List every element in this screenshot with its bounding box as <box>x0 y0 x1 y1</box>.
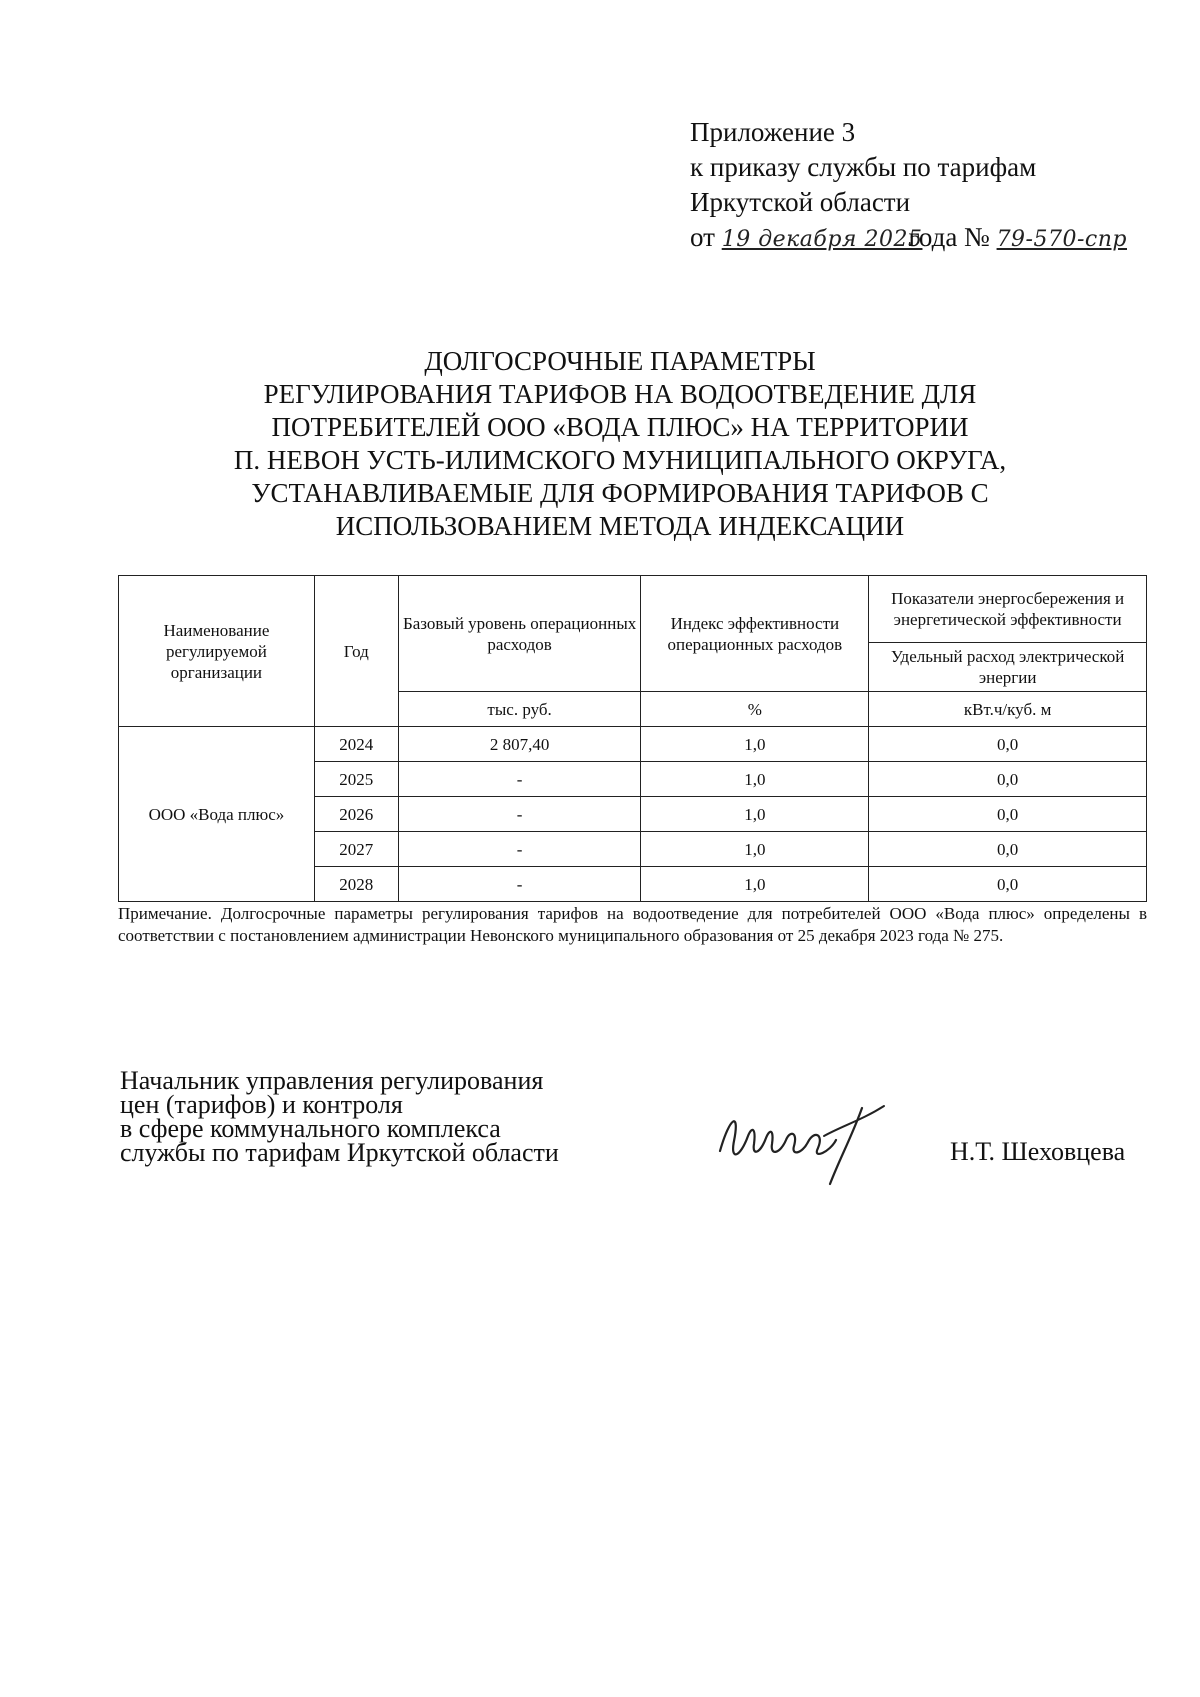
unit-base: тыс. руб. <box>398 692 641 727</box>
unit-index: % <box>641 692 869 727</box>
unit-energy: кВт.ч/куб. м <box>869 692 1147 727</box>
year-cell: 2028 <box>314 867 398 902</box>
year-cell: 2025 <box>314 762 398 797</box>
handwritten-date: 19 декабря 2025 <box>721 227 923 252</box>
index-cell: 1,0 <box>641 762 869 797</box>
energy-cell: 0,0 <box>869 727 1147 762</box>
index-cell: 1,0 <box>641 797 869 832</box>
appendix-header <box>690 115 1175 257</box>
title-line: ДОЛГОСРОЧНЫЕ ПАРАМЕТРЫ <box>424 346 816 376</box>
signer-position <box>120 1066 559 1167</box>
org-name-cell: ООО «Вода плюс» <box>119 727 315 902</box>
signer-line: в сфере коммунального комплекса <box>120 1114 501 1143</box>
index-cell: 1,0 <box>641 867 869 902</box>
parameters-table <box>118 575 1147 902</box>
table-row <box>119 727 1147 762</box>
title-line: УСТАНАВЛИВАЕМЫЕ ДЛЯ ФОРМИРОВАНИЯ ТАРИФОВ С <box>251 478 989 508</box>
base-cell: - <box>398 762 641 797</box>
year-label: года № <box>908 222 990 252</box>
document-title <box>120 345 1120 543</box>
signer-line: службы по тарифам Иркутской области <box>120 1138 559 1167</box>
base-cell: - <box>398 797 641 832</box>
handwritten-order-number: 79-570-спр <box>996 227 1127 252</box>
from-label: от <box>690 222 715 252</box>
signer-line: Начальник управления регулирования <box>120 1066 544 1095</box>
index-cell: 1,0 <box>641 727 869 762</box>
header-row <box>119 576 1147 643</box>
handwritten-signature <box>712 1096 912 1186</box>
appendix-date-line <box>690 220 1175 257</box>
header-index: Индекс эффективности операционных расходов <box>641 576 869 692</box>
title-line: П. НЕВОН УСТЬ-ИЛИМСКОГО МУНИЦИПАЛЬНОГО ОКРУГА, <box>233 445 1007 475</box>
signer-line: цен (тарифов) и контроля <box>120 1090 403 1119</box>
header-year: Год <box>314 576 398 727</box>
base-cell: - <box>398 832 641 867</box>
title-line: ИСПОЛЬЗОВАНИЕМ МЕТОДА ИНДЕКСАЦИИ <box>335 511 905 541</box>
appendix-number: Приложение 3 <box>690 117 856 147</box>
energy-cell: 0,0 <box>869 797 1147 832</box>
header-base: Базовый уровень операционных расходов <box>398 576 641 692</box>
title-line: РЕГУЛИРОВАНИЯ ТАРИФОВ НА ВОДООТВЕДЕНИЕ ДЛЯ <box>263 379 977 409</box>
index-cell: 1,0 <box>641 832 869 867</box>
year-cell: 2026 <box>314 797 398 832</box>
appendix-order-ref: к приказу службы по тарифам <box>690 152 1037 182</box>
year-cell: 2024 <box>314 727 398 762</box>
energy-cell: 0,0 <box>869 867 1147 902</box>
base-cell: 2 807,40 <box>398 727 641 762</box>
appendix-region: Иркутской области <box>690 187 911 217</box>
header-org: Наименование регулируемой организации <box>119 576 315 727</box>
header-energy: Удельный расход электрической энергии <box>869 643 1147 692</box>
signee-name: Н.Т. Шеховцева <box>950 1137 1126 1166</box>
energy-cell: 0,0 <box>869 762 1147 797</box>
base-cell: - <box>398 867 641 902</box>
title-line: ПОТРЕБИТЕЛЕЙ ООО «ВОДА ПЛЮС» НА ТЕРРИТОРИИ <box>271 412 969 442</box>
header-energy-group: Показатели энергосбережения и энергетической эффективности <box>869 576 1147 643</box>
energy-cell: 0,0 <box>869 832 1147 867</box>
year-cell: 2027 <box>314 832 398 867</box>
table-note: Примечание. Долгосрочные параметры регулирования тарифов на водоотведение для потребителей ООО «Вода плюс» определены в соответствии с постановлением администрации Невонского муниципального образования от 25 декабря 2023 года № 275. <box>118 904 1147 945</box>
